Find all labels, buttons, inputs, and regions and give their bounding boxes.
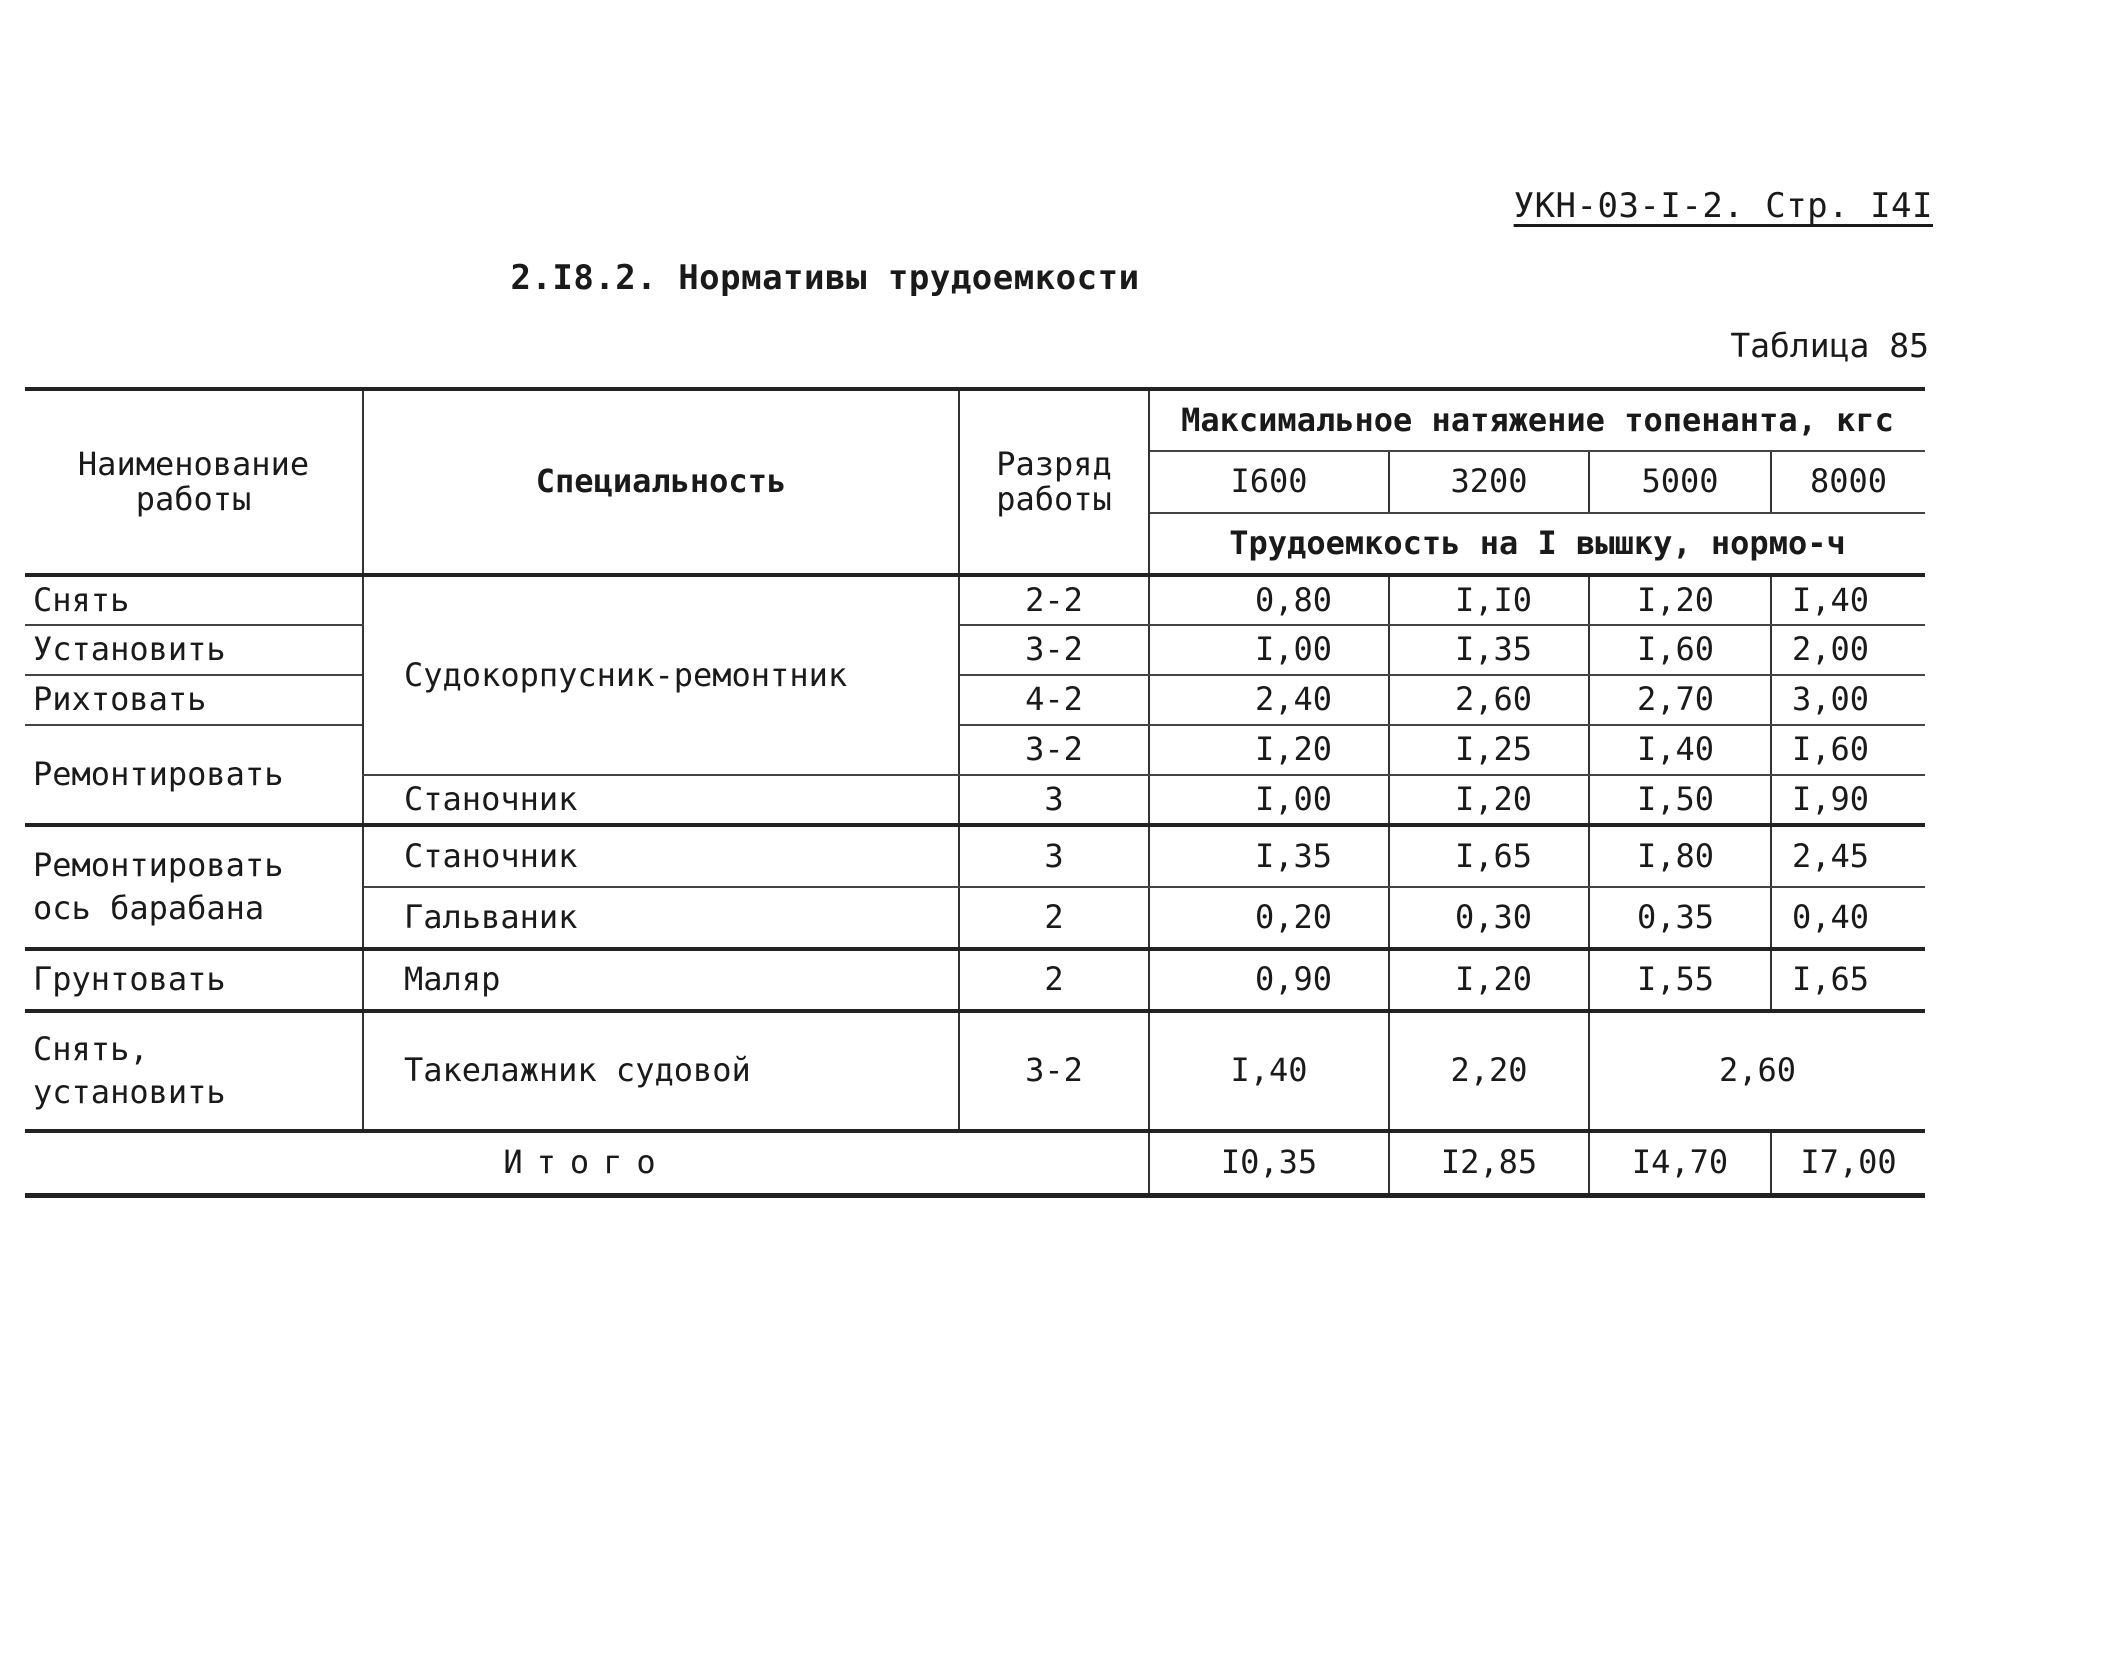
value-cell: I,55	[1589, 949, 1771, 1011]
value-cell: I,65	[1771, 949, 1925, 1011]
work-name-cell: Ремонтировать ось барабана	[25, 825, 363, 949]
table-row	[25, 1011, 1925, 1131]
value-cell: 0,90	[1149, 949, 1389, 1011]
total-row	[25, 1131, 1925, 1195]
value-cell: I,60	[1589, 625, 1771, 675]
value-cell: I,80	[1589, 825, 1771, 887]
specialty-cell: Станочник	[363, 825, 959, 887]
total-value: I7,00	[1771, 1131, 1925, 1195]
value-cell: 2,20	[1389, 1011, 1589, 1131]
value-cell: 0,35	[1589, 887, 1771, 949]
value-cell: 0,80	[1149, 575, 1389, 625]
header-labor-unit: Трудоемкость на I вышку, нормо-ч	[1149, 513, 1925, 575]
value-cell: I,50	[1589, 775, 1771, 825]
value-cell: 2,40	[1149, 675, 1389, 725]
table-row	[25, 949, 1925, 1011]
value-cell: I,35	[1389, 625, 1589, 675]
header-work-grade: Разряд работы	[959, 389, 1149, 575]
total-value: I0,35	[1149, 1131, 1389, 1195]
grade-cell: 4-2	[959, 675, 1149, 725]
value-cell: 0,40	[1771, 887, 1925, 949]
header-max-tension: Максимальное натяжение топенанта, кгс	[1149, 389, 1925, 451]
grade-cell: 2-2	[959, 575, 1149, 625]
value-cell: 2,70	[1589, 675, 1771, 725]
value-cell: I,65	[1389, 825, 1589, 887]
grade-cell: 3-2	[959, 1011, 1149, 1131]
work-name-cell: Грунтовать	[25, 949, 363, 1011]
header-load: 8000	[1771, 451, 1925, 513]
section-title: 2.I8.2. Нормативы трудоемкости	[510, 258, 1140, 298]
value-cell: 0,30	[1389, 887, 1589, 949]
grade-cell: 3-2	[959, 725, 1149, 775]
labor-norms-table	[25, 387, 1925, 1198]
specialty-cell: Маляр	[363, 949, 959, 1011]
table-row	[25, 825, 1925, 887]
value-cell: 2,45	[1771, 825, 1925, 887]
value-cell: I,40	[1149, 1011, 1389, 1131]
value-cell: I,00	[1149, 625, 1389, 675]
value-cell: 3,00	[1771, 675, 1925, 725]
work-name-cell: Рихтовать	[25, 675, 363, 725]
work-name-cell: Ремонтировать	[25, 725, 363, 825]
table-row	[25, 675, 1925, 725]
header-specialty: Специальность	[363, 389, 959, 575]
table-row	[25, 625, 1925, 675]
table-row	[25, 725, 1925, 775]
grade-cell: 2	[959, 949, 1149, 1011]
value-cell: I,35	[1149, 825, 1389, 887]
value-cell: I,20	[1589, 575, 1771, 625]
specialty-cell: Судокорпусник-ремонтник	[363, 575, 959, 775]
header-load: I600	[1149, 451, 1389, 513]
value-cell: I,20	[1149, 725, 1389, 775]
grade-cell: 2	[959, 887, 1149, 949]
value-cell: I,90	[1771, 775, 1925, 825]
work-name-cell: Снять, установить	[25, 1011, 363, 1131]
value-cell: 0,20	[1149, 887, 1389, 949]
value-cell: I,I0	[1389, 575, 1589, 625]
value-cell: I,20	[1389, 949, 1589, 1011]
value-cell-merged: 2,60	[1589, 1011, 1925, 1131]
header-load: 5000	[1589, 451, 1771, 513]
grade-cell: 3-2	[959, 625, 1149, 675]
work-name-cell: Снять	[25, 575, 363, 625]
grade-cell: 3	[959, 775, 1149, 825]
value-cell: I,40	[1771, 575, 1925, 625]
total-label: Итого	[25, 1131, 1149, 1195]
table-row	[25, 575, 1925, 625]
total-value: I2,85	[1389, 1131, 1589, 1195]
work-name-cell: Установить	[25, 625, 363, 675]
value-cell: 2,60	[1389, 675, 1589, 725]
value-cell: I,00	[1149, 775, 1389, 825]
value-cell: 2,00	[1771, 625, 1925, 675]
specialty-cell: Станочник	[363, 775, 959, 825]
specialty-cell: Гальваник	[363, 887, 959, 949]
grade-cell: 3	[959, 825, 1149, 887]
specialty-cell: Такелажник судовой	[363, 1011, 959, 1131]
value-cell: I,20	[1389, 775, 1589, 825]
header-work-name: Наименование работы	[25, 389, 363, 575]
total-value: I4,70	[1589, 1131, 1771, 1195]
value-cell: I,60	[1771, 725, 1925, 775]
table-caption: Таблица 85	[1730, 326, 1929, 365]
value-cell: I,25	[1389, 725, 1589, 775]
value-cell: I,40	[1589, 725, 1771, 775]
header-load: 3200	[1389, 451, 1589, 513]
document-reference: УКН-03-I-2. Стр. I4I	[1513, 186, 1933, 226]
